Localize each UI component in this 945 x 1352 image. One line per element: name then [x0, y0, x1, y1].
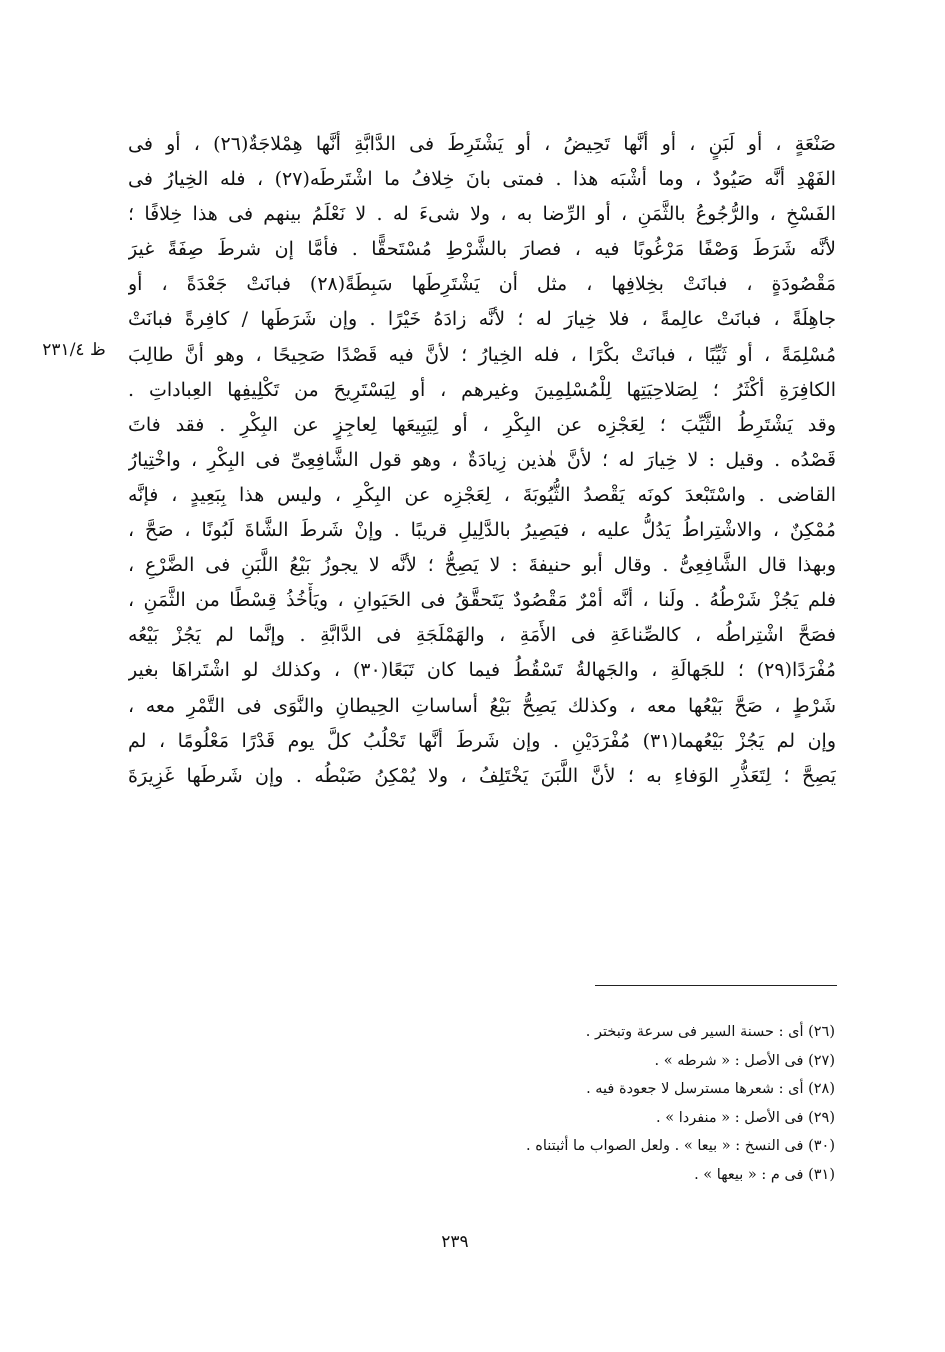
footnote-divider — [595, 985, 837, 986]
margin-folio-reference: ظ ٢٣١/٤ — [42, 340, 106, 360]
text-line-7: مُسْلِمَةً ، أو ثَيِّبًا ، فبانَتْ بكْرًا ، فله الخِيارُ ؛ لأنَّ فيه قَصْدًا صَحِيحًا ، وهو أنَّ طالِبَ — [128, 343, 836, 366]
footnote-27: (٢٧) فى الأصل : « شرطه » . — [654, 1052, 835, 1069]
footnotes-block — [300, 1018, 835, 1190]
text-line-1: صَنْعَةٍ ، أو لَبَنٍ ، أو أنَّها تَحِيضُ ، أو يَشْتَرِطَ فى الدَّابَّةِ أنَّها هِمْلاجَةٌ(٢٦) ، أو فى — [128, 133, 836, 155]
main-text-block — [128, 127, 836, 794]
text-line-8: الكافِرَةِ أكْثَرُ ؛ لِصَلاحِيَتِها لِلْمُسْلِمِينَ وغيرهم ، أو لِيَسْتَرِيحَ من تَكْلِيفِها العِباداتِ . — [128, 378, 836, 401]
text-line-2: الفَهْدِ أنَّه صَيُودٌ ، وما أشْبَه هذا . فمتى بانَ خِلافُ ما اشْتَرطَه(٢٧) ، فله الخِيارُ فى — [128, 168, 836, 191]
text-line-14: فلم يَجُزْ شَرْطُهُ . ولَنا ، أنَّه أمْرٌ مَقْصُودٌ يَتَحقَّقُ فى الحَيَوانِ ، ويَأْخُذُ قِسْطًا من الثَّمَنِ ، — [128, 589, 836, 612]
text-line-19: يَصِحَّ ؛ لِتَعَذُّرِ الوَفاءِ به ؛ لأنَّ اللَّبَنَ يَخْتَلِفُ ، ولا يُمْكِنُ ضَبْطُه . وإن شَرطَها غَزِيرَةَ — [128, 764, 836, 787]
text-line-10: قَصْدُه . وقيل : لا خِيارَ له ؛ لأنَّ هٰذين زِيادَةٌ ، وهو قول الشَّافِعِىِّ فى البِكْرِ ، واخْتِيارُ — [128, 448, 836, 471]
text-line-6: جاهِلَةً ، فبانَتْ عالِمةً ، فلا خِيارَ له ؛ لأنَّه زادَهُ خَيْرًا . وإن شَرَطَها / كافِرةً فبانَتْ — [128, 308, 836, 331]
text-line-18: وإن لم يَجُزْ بَيْعُهما(٣١) مُفْرَدَيْنِ . وإن شَرطَ أنَّها تَحْلُبُ كلَّ يوم قَدْرًا مَعْلُومًا ، لم — [128, 729, 836, 752]
text-line-12: مُمْكِنٌ ، والاشْتِراطُ يَدُلُّ عليه ، فيَصِيرُ بالدَّلِيلِ قريبًا . وإنْ شَرطَ الشَّاةَ لَبُونًا ، صَحَّ ، — [128, 519, 836, 542]
footnote-26: (٢٦) أى : حسنة السير فى سرعة وتبختر . — [585, 1024, 835, 1040]
footnote-29: (٢٩) فى الأصل : « منفردا » . — [656, 1109, 835, 1126]
footnote-31: (٣١) فى م : « بيعها » . — [694, 1166, 835, 1183]
footnote-30: (٣٠) فى النسخ : « بيعا » . ولعل الصواب ما أثبتناه . — [526, 1138, 835, 1155]
text-line-17: شَرْطٍ ، صَحَّ بَيْعُها معه ، وكذلك يَصِحُّ بَيْعُ أساساتِ الحِيطانِ والنَّوَى فى التَّمْرِ معه ، — [128, 694, 836, 717]
text-line-11: القاضى . واسْتَبْعدَ كونَه يَقْصدُ الثُّيُوبَةَ ، لِعَجْزِه عن البِكْرِ ، وليس هذا بِبَعِيدٍ ، فإنَّه — [128, 483, 836, 506]
text-line-4: لأنَّه شَرَطَ وَصْفًا مَرْغُوبًا فيه ، فصارَ بالشَّرْطِ مُسْتَحقًّا . فأمَّا إن شرطَ صِفَةً غيرَ — [128, 238, 836, 261]
text-line-15: فصَحَّ اشْتِراطُه ، كالصِّناعَةِ فى الأَمَةِ ، والهَمْلَجَةِ فى الدَّابَّةِ . وإنَّما لم يَجُزْ بَيْعُه — [128, 624, 836, 647]
footnote-28: (٢٨) أى : شعرها مسترسل لا جعودة فيه . — [586, 1081, 835, 1098]
page-number: ٢٣٩ — [441, 1232, 469, 1252]
text-line-16: مُفْرَدًا(٢٩) ؛ للجَهالَةِ ، والجَهالةُ تَسْقُطُ فيما كان تَبَعًا(٣٠) ، وكذلك لو اشْتَراهَا بغير — [128, 659, 836, 682]
text-line-9: وقد يَشْتَرِطُ الثَّيِّبَ ؛ لِعَجْزِه عن البِكْرِ ، أو لِيَبِيعَها لِعاجِزٍ عن البِكْرِ . فقد فاتَ — [128, 413, 836, 436]
text-line-5: مَقْصُودَةٍ ، فبانَتْ بخِلافِها ، مثل أن يَشْتَرِطَها سَبِطَةً(٢٨) فبانَتْ جَعْدَةً ، أو — [128, 273, 836, 296]
text-line-13: وبهذا قال الشَّافِعِىُّ . وقال أبو حنيفةَ : لا يَصِحُّ ؛ لأنَّه لا يجوزُ بَيْعُ اللَّبَنِ فى الضَّرْعِ ، — [128, 554, 836, 577]
text-line-3: الفَسْخِ ، والرُّجُوعُ بالثَّمَنِ ، أو الرِّضا به ، ولا شىءَ له . لا نَعْلَمُ بينهم فى هذا خِلافًا ؛ — [128, 203, 836, 226]
